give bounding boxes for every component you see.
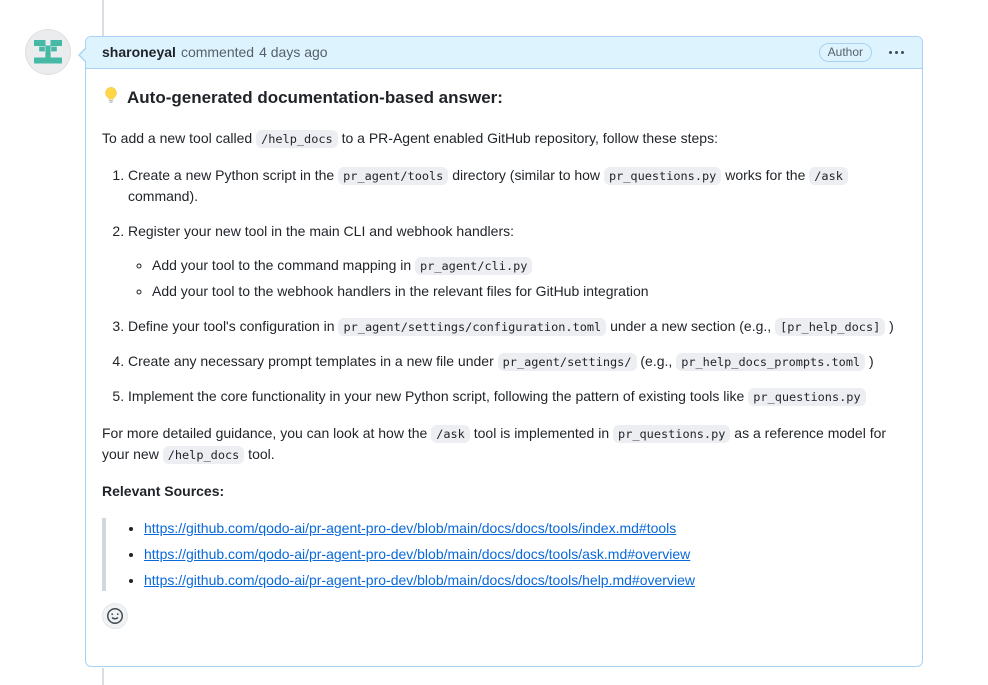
substep-item bbox=[152, 255, 906, 276]
inline-code-span: pr_agent/settings/configuration.toml bbox=[338, 318, 606, 336]
source-link[interactable]: https://github.com/qodo-ai/pr-agent-pro-dev/blob/main/docs/docs/tools/ask.md#overview bbox=[144, 546, 691, 563]
text-run: tool is implemented in bbox=[469, 425, 614, 442]
author-badge: Author bbox=[819, 43, 872, 62]
step-item bbox=[128, 221, 906, 302]
source-link[interactable]: https://github.com/qodo-ai/pr-agent-pro-dev/blob/main/docs/docs/tools/index.md#tools bbox=[144, 520, 677, 537]
text-run: Add your tool to the command mapping in bbox=[152, 257, 416, 274]
text-run: ) bbox=[885, 318, 894, 335]
step-item bbox=[128, 386, 906, 407]
timestamp-link[interactable]: 4 days ago bbox=[259, 44, 328, 60]
comment-body bbox=[86, 69, 922, 645]
intro-paragraph bbox=[102, 128, 906, 149]
step-item bbox=[128, 165, 906, 207]
text-run: (e.g., bbox=[636, 353, 677, 370]
avatar[interactable] bbox=[25, 29, 71, 75]
inline-code-span: /ask bbox=[431, 425, 470, 443]
inline-code-span: pr_agent/cli.py bbox=[415, 257, 532, 275]
step-text bbox=[128, 351, 906, 372]
steps-list bbox=[102, 165, 906, 407]
inline-code-span: pr_agent/tools bbox=[338, 167, 448, 185]
light-bulb-icon bbox=[102, 86, 120, 110]
text-run: as a reference model for your new bbox=[102, 425, 887, 463]
timeline-line-bottom bbox=[102, 668, 104, 685]
text-run: Create any necessary prompt templates in a new file under bbox=[128, 353, 498, 370]
sources-list bbox=[122, 518, 890, 591]
inline-code-span: [pr_help_docs] bbox=[775, 318, 885, 336]
text-run: ) bbox=[865, 353, 874, 370]
step-text bbox=[128, 386, 906, 407]
substep-list bbox=[128, 255, 906, 302]
source-list-item bbox=[144, 570, 890, 591]
step-text bbox=[128, 221, 906, 242]
text-run: works for the bbox=[721, 167, 810, 184]
substep-item bbox=[152, 281, 906, 302]
inline-code-span: pr_questions.py bbox=[748, 388, 865, 406]
step-text bbox=[128, 165, 906, 207]
comment-card bbox=[85, 36, 923, 667]
source-list-item bbox=[144, 518, 890, 539]
source-link[interactable]: https://github.com/qodo-ai/pr-agent-pro-dev/blob/main/docs/docs/tools/help.md#overview bbox=[144, 572, 695, 589]
answer-heading-text: Auto-generated documentation-based answer: bbox=[127, 88, 503, 107]
text-run: Implement the core functionality in your new Python script, following the pattern of existing tools like bbox=[128, 388, 749, 405]
text-run: directory (similar to how bbox=[448, 167, 604, 184]
text-run: to a PR-Agent enabled GitHub repository, follow these steps: bbox=[337, 130, 718, 147]
inline-code-span: /help_docs bbox=[256, 130, 338, 148]
text-run: Add your tool to the webhook handlers in the relevant files for GitHub integration bbox=[152, 283, 649, 300]
text-run: Register your new tool in the main CLI and webhook handlers: bbox=[128, 223, 514, 240]
source-list-item bbox=[144, 544, 890, 565]
text-run: command). bbox=[128, 188, 199, 205]
author-username-link[interactable]: sharoneyal bbox=[102, 44, 176, 60]
text-run: For more detailed guidance, you can look at how the bbox=[102, 425, 432, 442]
sources-blockquote bbox=[102, 518, 906, 591]
step-item bbox=[128, 316, 906, 337]
text-run: Define your tool's configuration in bbox=[128, 318, 339, 335]
inline-code-span: pr_questions.py bbox=[604, 167, 721, 185]
comment-header bbox=[86, 37, 922, 69]
sources-heading: Relevant Sources: bbox=[102, 483, 225, 500]
inline-code-span: pr_help_docs_prompts.toml bbox=[676, 353, 865, 371]
outro-paragraph bbox=[102, 423, 906, 465]
header-action-text: commented bbox=[180, 44, 255, 60]
timeline-line-top bbox=[102, 0, 104, 36]
step-text bbox=[128, 316, 906, 337]
text-run: tool. bbox=[244, 446, 275, 463]
add-reaction-button[interactable] bbox=[102, 603, 128, 629]
text-run: under a new section (e.g., bbox=[606, 318, 776, 335]
kebab-horizontal-icon[interactable] bbox=[887, 47, 906, 58]
inline-code-span: pr_agent/settings/ bbox=[498, 353, 637, 371]
inline-code-span: pr_questions.py bbox=[613, 425, 730, 443]
inline-code-span: /ask bbox=[809, 167, 848, 185]
inline-code-span: /help_docs bbox=[163, 446, 245, 464]
smiley-icon bbox=[107, 608, 123, 624]
text-run: To add a new tool called bbox=[102, 130, 257, 147]
answer-heading bbox=[102, 86, 906, 110]
step-item bbox=[128, 351, 906, 372]
text-run: Create a new Python script in the bbox=[128, 167, 339, 184]
qodo-logo-icon bbox=[25, 62, 71, 75]
